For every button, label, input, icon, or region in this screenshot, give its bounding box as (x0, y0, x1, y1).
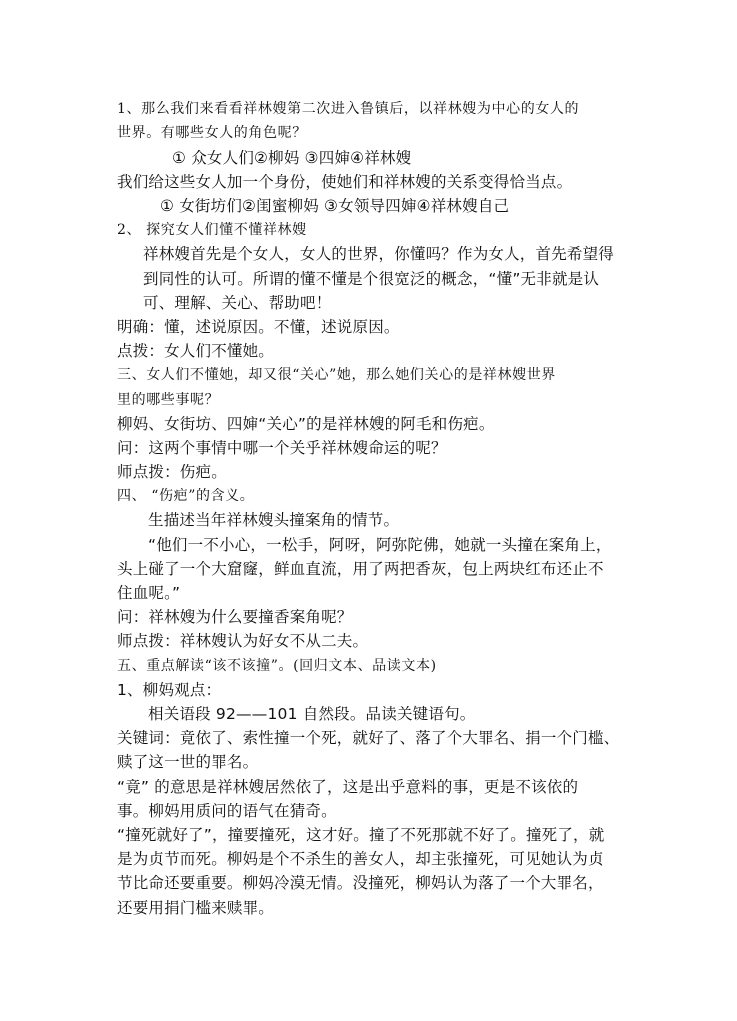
text-line: 三、女人们不懂她，却又很“关心”她，那么她们关心的是祥林嫂世界 (117, 367, 556, 383)
text-line: “竟” 的意思是祥林嫂居然依了，这是出乎意料的事，更是不该依的 (117, 778, 579, 796)
text-line: 关键词：竟依了、索性撞一个死，就好了、落了个大罪名、捐一个门槛、 (117, 729, 620, 747)
text-line: 问：这两个事情中哪一个关乎祥林嫂命运的呢？ (117, 439, 447, 457)
text-line: 相关语段 92——101 自然段。品读关键语句。 (148, 705, 476, 723)
text-line: 五、重点解读“该不该撞”。(回归文本、品读文本) (117, 658, 437, 674)
text-line: 里的哪些事呢？ (117, 392, 220, 408)
text-line: 到同性的认可。所谓的懂不懂是个很宽泛的概念，“懂”无非就是认 (143, 270, 600, 288)
text-line: 师点拨：祥林嫂认为好女不从二夫。 (117, 632, 369, 650)
text-line: 问：祥林嫂为什么要撞香案角呢？ (117, 608, 353, 626)
text-line: 四、 “伤疤”的含义。 (117, 488, 255, 504)
text-line: 赎了这一世的罪名。 (117, 753, 259, 771)
text-line: 头上碰了一个大窟窿，鲜血直流，用了两把香灰，包上两块红布还止不 (117, 560, 604, 578)
text-line: 明确：懂，述说原因。不懂，述说原因。 (117, 318, 400, 336)
text-line: “他们一不小心，一松手，阿呀，阿弥陀佛，她就一头撞在案角上， (148, 536, 612, 554)
text-line: 师点拨：伤疤。 (117, 463, 227, 481)
text-line: 祥林嫂首先是个女人，女人的世界，你懂吗？作为女人，首先希望得 (143, 245, 615, 263)
text-line: 柳妈、女街坊、四婶“关心”的是祥林嫂的阿毛和伤疤。 (117, 415, 495, 433)
text-line: 1、柳妈观点： (117, 681, 222, 699)
text-line: 是为贞节而死。柳妈是个不杀生的善女人，却主张撞死，可见她认为贞 (117, 850, 604, 868)
text-line: 事。柳妈用质问的语气在猜奇。 (117, 802, 337, 820)
text-line: 我们给这些女人加一个身份，使她们和祥林嫂的关系变得恰当点。 (117, 173, 573, 191)
text-line: ① 众女人们②柳妈 ③四婶④祥林嫂 (172, 149, 412, 167)
text-line: 还要用捐门槛来赎罪。 (117, 899, 275, 917)
text-line: 点拨：女人们不懂她。 (117, 342, 275, 360)
text-line: 住血呢。” (117, 584, 181, 602)
text-line: 世界。有哪些女人的角色呢？ (117, 125, 307, 141)
text-line: 节比命还要重要。柳妈冷漠无情。没撞死，柳妈认为落了一个大罪名， (117, 874, 604, 892)
text-line: 2、 探究女人们懂不懂祥林嫂 (117, 222, 307, 238)
text-line: 生描述当年祥林嫂头撞案角的情节。 (148, 511, 400, 529)
text-line: ① 女街坊们②闺蜜柳妈 ③女领导四婶④祥林嫂自己 (160, 197, 510, 215)
text-line: 1、那么我们来看看祥林嫂第二次进入鲁镇后，以祥林嫂为中心的女人的 (117, 101, 580, 117)
text-line: 可、理解、关心、帮助吧！ (143, 294, 332, 312)
text-line: “撞死就好了”，撞要撞死，这才好。撞了不死那就不好了。撞死了，就 (117, 826, 605, 844)
